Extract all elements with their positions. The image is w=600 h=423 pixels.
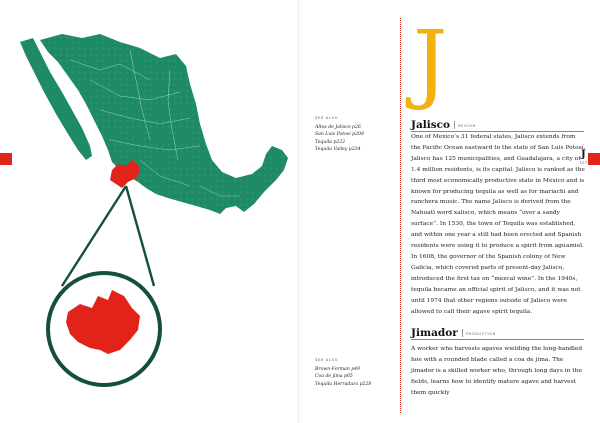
heading-separator [462, 329, 463, 337]
page-number: 137 [579, 160, 587, 165]
see-also-heading: SEE ALSO [315, 358, 339, 362]
see-also-link[interactable]: Altos de Jalisco p26 [315, 124, 361, 130]
entry-category: PRODUCTION [465, 332, 496, 336]
entry-body-jimador: A worker who harvests agaves wielding the long-handled hoe with a rounded blade called a coa de jima. The jimador is a skilled worker who, through long days in the fields, learns how to identify mature agave and harvest them quickly [411, 346, 583, 396]
see-also-heading: SEE ALSO [315, 116, 339, 120]
see-also-link[interactable]: Tequila p222 [315, 139, 346, 145]
mexico-landmass [20, 34, 288, 214]
entry-term: Jalisco [411, 119, 451, 131]
see-also-link[interactable]: Coa de jima p65 [315, 374, 353, 380]
see-also-jalisco [315, 115, 364, 154]
right-edge-tab [588, 153, 600, 165]
entry-body-jalisco: One of Mexico’s 31 federal states, Jalisco extends from the Pacific Ocean eastward to the state of San Luis Potosí. Jalisco has 125 municipalities, and Guadalajara, a city of 1.4 million residents, is its capital. Jalisco is ranked as the third most economically productive state in Mexico and is known for producing tequila as well as for mariachi and ranchera music. The name Jalisco is derived from the Nahuatl word xalisco, which means “over a sandy surface”. In 1530, the town of Tequila was established, and within one year a still had been erected and Spanish residents were using it to produce a spirit from aguamiel. In 1608, the governor of the Spanish colony of New Galicia, which covered parts of present-day Jalisco, introduced the first tax on “mezcal wine”. In the 1940s, tequila became an official spirit of Jalisco, and it was not until 1974 that other regions outside of Jalisco were allowed to call their agave spirit tequila. [411, 134, 586, 315]
see-also-link[interactable]: Brown-Forman p49 [315, 366, 360, 372]
heading-separator [454, 121, 455, 129]
page-folio [580, 150, 587, 165]
see-also-link[interactable]: Tequila Valley p234 [315, 147, 361, 153]
see-also-link[interactable]: Tequila Herradura p228 [315, 381, 372, 387]
heading-rule [411, 339, 584, 340]
see-also-link[interactable]: San Luis Potosí p208 [315, 132, 364, 138]
callout-lines [62, 186, 154, 286]
column-rule [400, 18, 401, 413]
entry-category: REGION [458, 124, 476, 128]
entry-heading-jalisco [411, 113, 476, 132]
entry-heading-jimador [411, 321, 496, 340]
entry-term: Jimador [411, 327, 458, 339]
folio-letter: J [581, 149, 586, 160]
section-letter: J [413, 13, 448, 113]
see-also-jimador [315, 357, 371, 388]
